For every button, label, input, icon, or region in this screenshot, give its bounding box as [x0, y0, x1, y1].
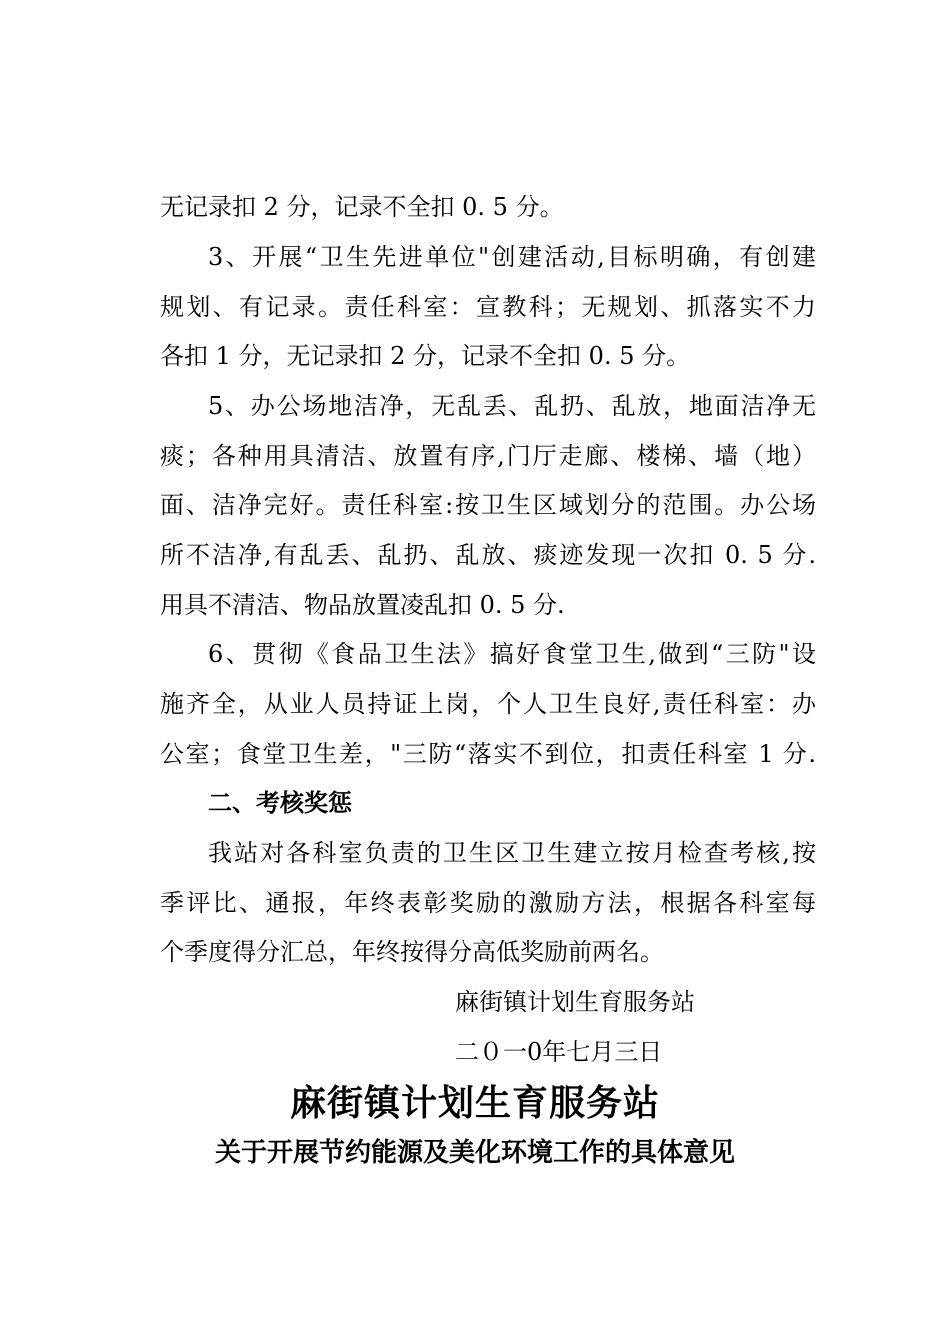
- body-line: 用具不清洁、物品放置凌乱扣 0. 5 分.: [160, 591, 565, 619]
- body-line: 3、开展“卫生先进单位"创建活动,目标明确，有创建: [208, 243, 816, 271]
- body-line: 公室；食堂卫生差，"三防“落实不到位，扣责任科室 1 分.: [160, 740, 816, 768]
- body-line: 无记录扣 2 分，记录不全扣 0. 5 分。: [160, 193, 564, 221]
- body-line: 施齐全，从业人员持证上岗，个人卫生良好,责任科室：办: [160, 690, 816, 718]
- section-heading: 二、考核奖惩: [208, 789, 352, 817]
- body-line: 6、贯彻《食品卫生法》搞好食堂卫生,做到“三防"设: [208, 640, 816, 668]
- document-title: 麻街镇计划生育服务站: [289, 1083, 660, 1124]
- body-line: 规划、有记录。责任科室：宣教科；无规划、抓落实不力: [160, 293, 816, 321]
- body-line: 季评比、通报，年终表彰奖励的激励方法，根据各科室每: [160, 889, 816, 917]
- body-line: 我站对各科室负责的卫生区卫生建立按月检查考核,按: [208, 839, 816, 867]
- document-subtitle: 关于开展节约能源及美化环境工作的具体意见: [214, 1138, 735, 1168]
- body-line: 面、洁净完好。责任科室:按卫生区域划分的范围。办公场: [160, 491, 816, 519]
- signature-org: 麻街镇计划生育服务站: [455, 988, 695, 1016]
- body-line: 5、办公场地洁净，无乱丢、乱扔、乱放，地面洁净无: [208, 392, 816, 420]
- signature-date: 二０一0年七月三日: [455, 1038, 663, 1066]
- body-line: 痰；各种用具清洁、放置有序,门厅走廊、楼梯、墙（地）: [160, 442, 816, 470]
- body-line: 个季度得分汇总，年终按得分高低奖励前两名。: [160, 938, 664, 966]
- body-line: 所不洁净,有乱丢、乱扔、乱放、痰迹发现一次扣 0. 5 分.: [160, 541, 816, 569]
- body-line: 各扣 1 分，无记录扣 2 分，记录不全扣 0. 5 分。: [160, 342, 691, 370]
